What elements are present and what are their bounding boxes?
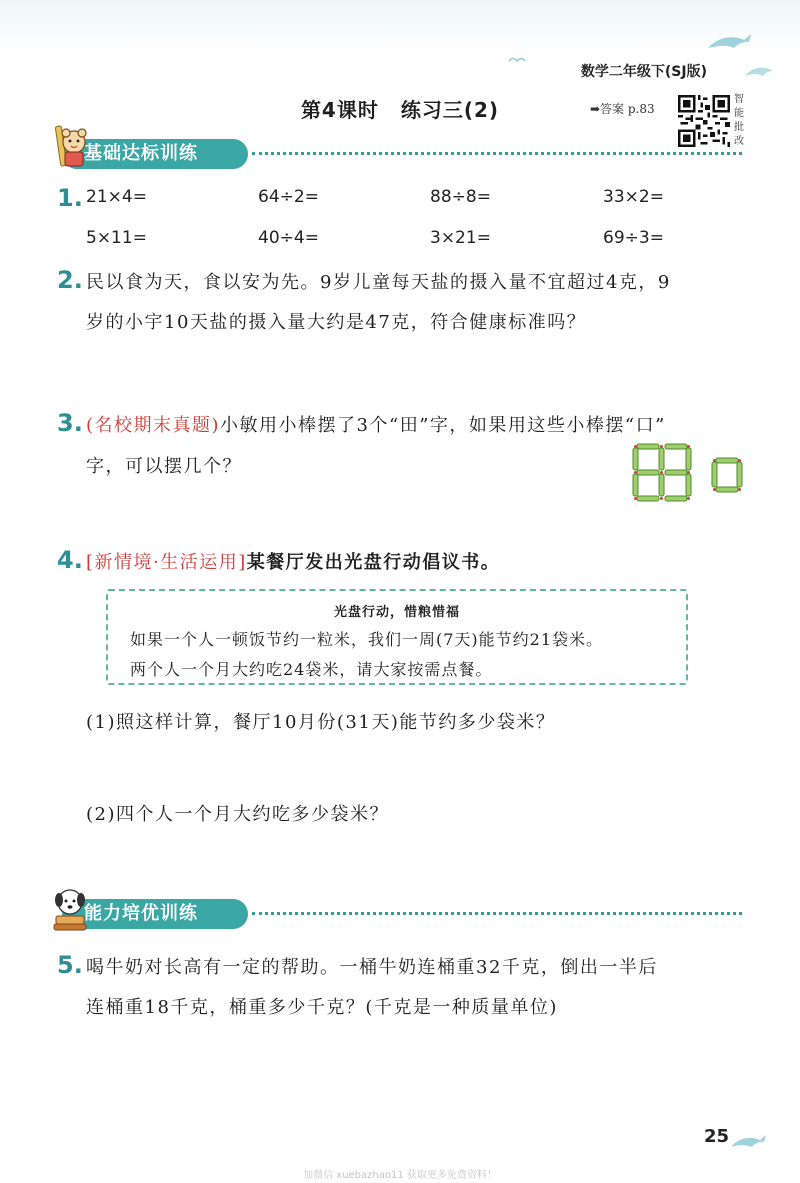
answer-reference: ➡答案 p.83 (590, 102, 655, 116)
course-label: 数学二年级下(SJ版) (580, 64, 707, 80)
dolphin-small-icon (742, 62, 778, 82)
question-number-2: 2. (57, 266, 83, 294)
question-4-sub-2: (2)四个人一个月大约吃多少袋米？ (86, 804, 389, 825)
question-number-4: 4. (57, 546, 83, 574)
question-4-tag: [新情境·生活运用] (86, 552, 247, 573)
question-5-line-1: 喝牛奶对长高有一定的帮助。一桶牛奶连桶重32千克，倒出一半后 (86, 957, 658, 978)
dog-mascot-icon (50, 886, 90, 934)
calc-item: 5×11= (86, 228, 147, 248)
question-number-5: 5. (57, 951, 83, 979)
footer-watermark: 加微信 xuebazhao11 获取更多免费资料！ (303, 1170, 497, 1181)
initiative-line-1: 如果一个人一顿饭节约一粒米，我们一周(7天)能节约21袋米。 (130, 630, 604, 649)
dolphin-icon (704, 30, 754, 56)
page-number: 25 (704, 1126, 730, 1147)
section-title-basic: 基础达标训练 (84, 143, 198, 164)
question-2-line-2: 岁的小宇10天盐的摄入量大约是47克，符合健康标准吗？ (86, 312, 587, 333)
matchstick-figure (632, 442, 744, 504)
question-number-3: 3. (57, 409, 83, 437)
initiative-title: 光盘行动，惜粮惜福 (333, 605, 460, 620)
question-3-tag: (名校期末真题) (86, 415, 221, 436)
calc-item: 33×2= (603, 187, 664, 207)
calc-item: 69÷3= (603, 228, 664, 248)
top-banner-band (0, 0, 800, 52)
question-4-sub-1: (1)照这样计算，餐厅10月份(31天)能节约多少袋米？ (86, 712, 556, 733)
bird-icon (508, 55, 526, 65)
question-5-line-2: 连桶重18千克，桶重多少千克？(千克是一种质量单位) (86, 997, 558, 1018)
initiative-line-2: 两个人一个月大约吃24袋米，请大家按需点餐。 (130, 660, 493, 679)
lesson-label: 第4课时 (300, 98, 379, 122)
question-2-line-1: 民以食为天，食以安为先。9岁儿童每天盐的摄入量不宜超过4克，9 (86, 272, 671, 293)
section-divider-advanced (252, 912, 742, 915)
calc-item: 64÷2= (258, 187, 319, 207)
section-title-advanced: 能力培优训练 (84, 903, 198, 924)
calc-item: 21×4= (86, 187, 147, 207)
qr-code-icon[interactable] (678, 95, 730, 147)
calc-item: 3×21= (430, 228, 491, 248)
initiative-box (106, 589, 688, 685)
calc-item: 40÷4= (258, 228, 319, 248)
question-3-line-1: (名校期末真题)小敏用小棒摆了3个“田”字，如果用这些小棒摆“口” (86, 415, 666, 436)
dolphin-footer-icon (728, 1132, 768, 1154)
question-number-1: 1. (57, 184, 83, 212)
question-4-intro: [新情境·生活运用]某餐厅发出光盘行动倡议书。 (86, 552, 501, 573)
section-divider-basic (252, 152, 742, 155)
question-3-line-2: 字，可以摆几个？ (86, 456, 242, 477)
calc-item: 88÷8= (430, 187, 491, 207)
topic-label: 练习三(2) (400, 98, 500, 122)
bear-mascot-icon (54, 124, 90, 170)
smart-grading-label: 智 能 批 改 (734, 94, 744, 147)
